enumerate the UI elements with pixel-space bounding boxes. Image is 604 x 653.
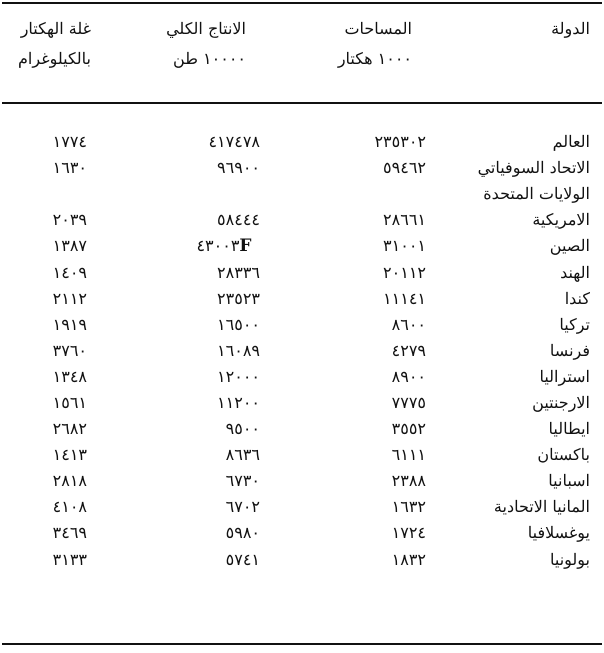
production-cell: ٨٦٣٦	[225, 445, 260, 465]
production-cell: ٢٨٣٣٦	[217, 262, 260, 282]
country-cell: بولونيا	[549, 549, 590, 569]
area-cell: ١٧٢٤	[391, 523, 426, 543]
area-cell: ٧٧٧٥	[391, 392, 426, 412]
table-row	[0, 520, 604, 546]
table-row	[0, 364, 604, 390]
table-row	[0, 181, 604, 207]
area-cell: ٢٣٥٣٠٢	[374, 132, 426, 152]
table-row	[0, 416, 604, 442]
table-row	[0, 390, 604, 416]
production-cell: ٥٨٤٤٤	[217, 210, 260, 230]
area-cell: ٦١١١	[391, 445, 426, 465]
table-row	[0, 494, 604, 520]
country-cell: تركيا	[559, 314, 590, 334]
header-area: المساحات ١٠٠٠ هكتار	[337, 19, 412, 68]
production-cell: ٤١٧٤٧٨	[208, 132, 260, 152]
area-cell: ٣٥٥٢	[391, 419, 426, 439]
production-cell: ٩٥٠٠	[225, 419, 260, 439]
table-row	[0, 547, 604, 573]
yield-cell: ١٣٨٧	[52, 236, 87, 256]
production-cell: ٥٩٨٠	[225, 523, 260, 543]
yield-cell	[0, 181, 99, 207]
yield-cell: ١٤١٣	[52, 445, 87, 465]
production-cell: ٦٧٠٢	[225, 497, 260, 517]
bottom-rule	[2, 643, 602, 645]
table-row	[0, 259, 604, 285]
country-cell: اسبانيا	[548, 471, 590, 491]
production-cell: ١١٢٠٠	[217, 392, 260, 412]
footnote-marker: F	[239, 236, 252, 257]
yield-cell: ٣٧٦٠	[52, 340, 87, 360]
area-cell	[266, 181, 434, 207]
table-row	[0, 155, 604, 181]
area-cell: ١٨٣٢	[391, 549, 426, 569]
yield-cell: ٣١٣٣	[52, 549, 87, 569]
yield-cell: ١٣٤٨	[52, 366, 87, 386]
country-cell: فرنسا	[549, 340, 590, 360]
area-cell: ٨٦٠٠	[391, 314, 426, 334]
area-cell: ٤٢٧٩	[391, 340, 426, 360]
production-cell: ١٢٠٠٠	[217, 366, 260, 386]
country-cell: الصين	[549, 236, 590, 256]
yield-cell: ٢١١٢	[52, 288, 87, 308]
yield-cell: ٣٤٦٩	[52, 523, 87, 543]
production-cell: ٥٧٤١	[225, 549, 260, 569]
table-row	[0, 468, 604, 494]
area-cell: ١٦٣٢	[391, 497, 426, 517]
table-row	[0, 442, 604, 468]
header-country: الدولة	[551, 19, 590, 38]
area-cell: ٣١٠٠١	[383, 236, 426, 256]
table-row	[0, 338, 604, 364]
country-cell: الاتحاد السوفياتي	[477, 158, 590, 178]
table-row	[0, 286, 604, 312]
header-yield: غلة الهكتار بالكيلوغرام	[18, 19, 91, 68]
country-cell: الارجنتين	[532, 392, 590, 412]
production-cell: ٩٦٩٠٠	[217, 158, 260, 178]
table-row	[0, 207, 604, 233]
yield-cell: ٢٠٣٩	[52, 210, 87, 230]
country-cell: ايطاليا	[548, 419, 590, 439]
production-cell: ١٦٠٨٩	[217, 340, 260, 360]
production-cell: ٢٣٥٢٣	[217, 288, 260, 308]
country-cell: المانيا الاتحادية	[493, 497, 590, 517]
area-cell: ٢٨٦٦١	[383, 210, 426, 230]
table-row	[0, 312, 604, 338]
yield-cell: ٤١٠٨	[52, 497, 87, 517]
country-cell: استراليا	[539, 366, 590, 386]
header-row	[0, 0, 604, 117]
area-cell: ٨٩٠٠	[391, 366, 426, 386]
production-cell: ١٦٥٠٠	[217, 314, 260, 334]
yield-cell: ١٤٠٩	[52, 262, 87, 282]
yield-cell: ١٩١٩	[52, 314, 87, 334]
area-cell: ٥٩٤٦٢	[383, 158, 426, 178]
area-cell: ٢٠١١٢	[383, 262, 426, 282]
header-production: الانتاج الكلي ١٠٠٠٠ طن	[166, 19, 246, 68]
area-cell: ٢٣٨٨	[391, 471, 426, 491]
country-cell: العالم	[552, 132, 590, 152]
yield-cell: ١٦٣٠	[52, 158, 87, 178]
production-cell	[99, 181, 266, 207]
table-row	[0, 129, 604, 155]
table-row	[0, 233, 604, 259]
country-cell: الامريكية	[532, 210, 590, 230]
area-cell: ١١١٤١	[383, 288, 426, 308]
country-cell: باكستان	[537, 445, 590, 465]
production-cell: ٦٧٣٠	[225, 471, 260, 491]
country-cell: كندا	[564, 288, 590, 308]
production-cell: ٤٣٠٠٣F	[99, 233, 266, 259]
yield-cell: ٢٦٨٢	[52, 419, 87, 439]
country-cell: الولايات المتحدة	[483, 184, 590, 204]
yield-cell: ١٥٦١	[52, 392, 87, 412]
country-cell: الهند	[560, 262, 590, 282]
yield-cell: ٢٨١٨	[52, 471, 87, 491]
country-cell: يوغسلافيا	[527, 523, 590, 543]
yield-cell: ١٧٧٤	[52, 132, 87, 152]
